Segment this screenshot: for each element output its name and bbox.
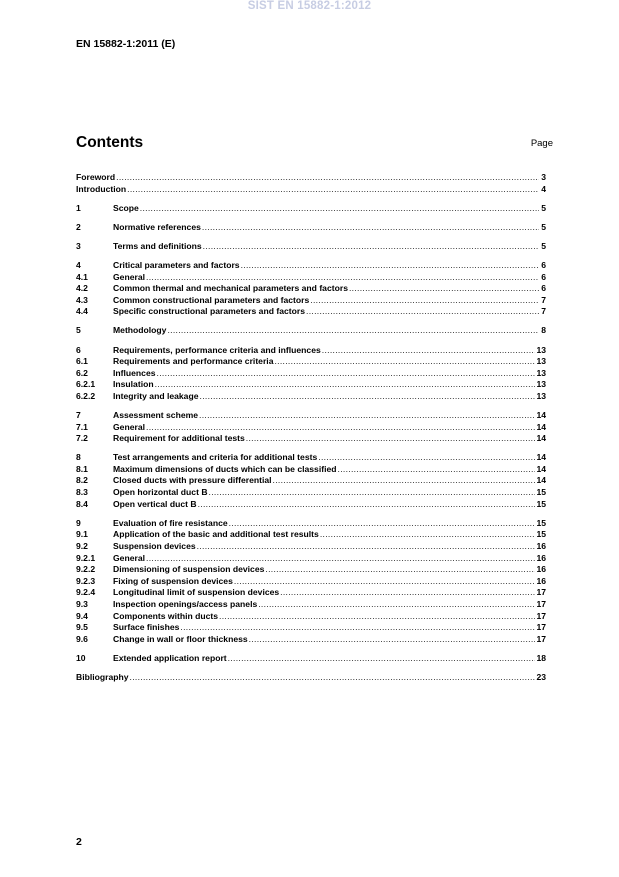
toc-dot-leader bbox=[202, 222, 539, 234]
toc-dot-leader bbox=[265, 564, 535, 576]
toc-entry-number: 4 bbox=[76, 259, 81, 270]
toc-entry-title: Integrity and leakage bbox=[113, 390, 199, 401]
toc-entry-page: 7 bbox=[541, 306, 546, 317]
toc-entry-title: Common thermal and mechanical parameters and factors bbox=[113, 283, 348, 294]
toc-dot-leader bbox=[318, 452, 535, 464]
toc-entry[interactable] bbox=[76, 564, 546, 576]
toc-dot-leader bbox=[241, 260, 539, 272]
toc-entry-page: 15 bbox=[536, 487, 546, 498]
toc-entry-page: 13 bbox=[536, 344, 546, 355]
toc-entry-number: 9.1 bbox=[76, 529, 88, 540]
toc-entry[interactable] bbox=[76, 203, 546, 215]
toc-dot-leader bbox=[197, 541, 536, 553]
toc-entry-page: 5 bbox=[541, 202, 546, 213]
toc-entry-title: Common constructional parameters and factors bbox=[113, 294, 310, 305]
toc-entry[interactable] bbox=[76, 487, 546, 499]
toc-dot-leader bbox=[200, 391, 536, 403]
toc-entry[interactable] bbox=[76, 634, 546, 646]
toc-entry-title: Terms and definitions bbox=[113, 240, 202, 251]
toc-entry[interactable] bbox=[76, 587, 546, 599]
toc-entry-number: 6 bbox=[76, 344, 81, 355]
toc-entry[interactable] bbox=[76, 653, 546, 665]
toc-entry-page: 17 bbox=[536, 598, 546, 609]
toc-entry-page: 14 bbox=[536, 475, 546, 486]
watermark: SIST EN 15882-1:2012 bbox=[247, 0, 372, 12]
toc-entry-number: 9 bbox=[76, 517, 81, 528]
toc-entry-title: Bibliography bbox=[76, 671, 129, 682]
toc-dot-leader bbox=[155, 379, 536, 391]
toc-entry-page: 15 bbox=[536, 517, 546, 528]
toc-entry-number: 6.2.2 bbox=[76, 390, 96, 401]
toc-entry-title: General bbox=[113, 271, 146, 282]
table-of-contents bbox=[76, 172, 546, 683]
toc-entry-page: 16 bbox=[536, 575, 546, 586]
toc-dot-leader bbox=[322, 345, 536, 357]
toc-dot-leader bbox=[306, 306, 539, 318]
toc-dot-leader bbox=[146, 272, 539, 284]
toc-entry[interactable] bbox=[76, 475, 546, 487]
toc-entry-number: 4.4 bbox=[76, 306, 88, 317]
toc-dot-leader bbox=[199, 410, 535, 422]
toc-dot-leader bbox=[146, 553, 535, 565]
toc-entry-page: 6 bbox=[541, 259, 546, 270]
toc-entry-page: 3 bbox=[541, 172, 546, 182]
toc-dot-leader bbox=[116, 172, 539, 184]
toc-entry-page: 18 bbox=[536, 652, 546, 663]
toc-entry[interactable] bbox=[76, 295, 546, 307]
toc-entry[interactable] bbox=[76, 672, 546, 684]
toc-entry-title: Requirements and performance criteria bbox=[113, 356, 274, 367]
toc-dot-leader bbox=[249, 634, 536, 646]
toc-entry-number: 8.1 bbox=[76, 463, 88, 474]
toc-entry-number: 9.2 bbox=[76, 540, 88, 551]
toc-entry-page: 13 bbox=[536, 379, 546, 390]
toc-entry-page: 15 bbox=[536, 498, 546, 509]
toc-entry-number: 10 bbox=[76, 652, 86, 663]
toc-entry-title: Closed ducts with pressure differential bbox=[113, 475, 272, 486]
toc-entry-title: Longitudinal limit of suspension devices bbox=[113, 587, 280, 598]
toc-dot-leader bbox=[234, 576, 536, 588]
toc-dot-leader bbox=[258, 599, 535, 611]
toc-entry-number: 1 bbox=[76, 202, 81, 213]
toc-entry-number: 8.4 bbox=[76, 498, 88, 509]
toc-entry-title: Assessment scheme bbox=[113, 410, 199, 420]
toc-entry-title: Fixing of suspension devices bbox=[113, 575, 233, 586]
toc-dot-leader bbox=[140, 203, 539, 215]
toc-entry-title: Open vertical duct B bbox=[113, 498, 197, 509]
toc-dot-leader bbox=[320, 529, 536, 541]
toc-entry-page: 13 bbox=[536, 356, 546, 367]
toc-entry-number: 7.1 bbox=[76, 421, 88, 432]
toc-dot-leader bbox=[274, 356, 535, 368]
toc-entry[interactable] bbox=[76, 306, 546, 318]
toc-entry-number: 9.4 bbox=[76, 610, 88, 621]
toc-entry-page: 4 bbox=[541, 183, 546, 194]
toc-entry-number: 4.2 bbox=[76, 283, 88, 294]
toc-entry[interactable] bbox=[76, 464, 546, 476]
toc-entry[interactable] bbox=[76, 452, 546, 464]
toc-entry[interactable] bbox=[76, 283, 546, 295]
toc-entry-number: 9.2.4 bbox=[76, 587, 96, 598]
toc-entry[interactable] bbox=[76, 325, 546, 337]
toc-entry[interactable] bbox=[76, 433, 546, 445]
toc-entry-number: 4.1 bbox=[76, 271, 88, 282]
toc-entry[interactable] bbox=[76, 241, 546, 253]
toc-entry-number: 8.2 bbox=[76, 475, 88, 486]
toc-entry-page: 5 bbox=[541, 221, 546, 232]
toc-entry-page: 23 bbox=[536, 671, 546, 682]
toc-entry-number: 9.5 bbox=[76, 622, 88, 633]
toc-entry-page: 14 bbox=[536, 421, 546, 432]
toc-entry-title: Inspection openings/access panels bbox=[113, 598, 258, 609]
toc-dot-leader bbox=[127, 184, 539, 196]
document-standard-id: EN 15882-1:2011 (E) bbox=[76, 38, 176, 50]
toc-entry-page: 17 bbox=[536, 622, 546, 633]
toc-entry[interactable] bbox=[76, 518, 546, 530]
toc-entry-page: 17 bbox=[536, 610, 546, 621]
toc-entry[interactable] bbox=[76, 345, 546, 357]
toc-dot-leader bbox=[203, 241, 539, 253]
toc-entry-title: Test arrangements and criteria for additional tests bbox=[113, 452, 318, 463]
toc-entry-page: 14 bbox=[536, 452, 546, 463]
toc-entry-title: Introduction bbox=[76, 183, 127, 194]
toc-entry-title: Surface finishes bbox=[113, 622, 180, 633]
toc-entry-number: 7 bbox=[76, 410, 81, 420]
toc-entry[interactable] bbox=[76, 356, 546, 368]
toc-entry-page: 14 bbox=[536, 410, 546, 420]
toc-entry-title: Requirements, performance criteria and influences bbox=[113, 344, 321, 355]
toc-entry[interactable] bbox=[76, 422, 546, 434]
toc-entry[interactable] bbox=[76, 272, 546, 284]
toc-entry-page: 15 bbox=[536, 529, 546, 540]
toc-entry[interactable] bbox=[76, 553, 546, 565]
toc-entry[interactable] bbox=[76, 410, 546, 422]
toc-entry-number: 4.3 bbox=[76, 294, 88, 305]
toc-entry-title: Suspension devices bbox=[113, 540, 196, 551]
toc-entry[interactable] bbox=[76, 172, 546, 184]
toc-entry-page: 14 bbox=[536, 433, 546, 444]
toc-dot-leader bbox=[273, 475, 536, 487]
toc-dot-leader bbox=[146, 422, 535, 434]
toc-dot-leader bbox=[130, 672, 536, 684]
toc-entry-title: Maximum dimensions of ducts which can be classified bbox=[113, 463, 337, 474]
toc-entry-number: 9.6 bbox=[76, 633, 88, 644]
toc-entry-title: Evaluation of fire resistance bbox=[113, 517, 228, 528]
toc-entry[interactable] bbox=[76, 379, 546, 391]
toc-entry[interactable] bbox=[76, 611, 546, 623]
toc-entry-title: Critical parameters and factors bbox=[113, 259, 240, 270]
toc-dot-leader bbox=[280, 587, 535, 599]
toc-entry-title: Requirement for additional tests bbox=[113, 433, 245, 444]
toc-entry-title: General bbox=[113, 421, 146, 432]
toc-entry-title: Scope bbox=[113, 202, 139, 213]
toc-entry-number: 9.2.1 bbox=[76, 552, 96, 563]
toc-entry-title: Components within ducts bbox=[113, 610, 219, 621]
toc-entry-title: Foreword bbox=[76, 172, 116, 182]
page-column-label: Page bbox=[530, 138, 553, 149]
toc-entry-number: 2 bbox=[76, 221, 81, 232]
toc-entry-page: 16 bbox=[536, 540, 546, 551]
toc-entry[interactable] bbox=[76, 184, 546, 196]
toc-entry-page: 7 bbox=[541, 294, 546, 305]
toc-entry-title: Open horizontal duct B bbox=[113, 487, 208, 498]
toc-entry[interactable] bbox=[76, 391, 546, 403]
toc-entry-title: Specific constructional parameters and factors bbox=[113, 306, 305, 317]
toc-dot-leader bbox=[228, 653, 536, 665]
toc-entry-number: 6.1 bbox=[76, 356, 88, 367]
toc-entry[interactable] bbox=[76, 576, 546, 588]
toc-dot-leader bbox=[209, 487, 536, 499]
toc-entry[interactable] bbox=[76, 541, 546, 553]
toc-entry-number: 7.2 bbox=[76, 433, 88, 444]
toc-dot-leader bbox=[219, 611, 535, 623]
toc-entry-number: 8.3 bbox=[76, 487, 88, 498]
toc-entry-title: Insulation bbox=[113, 379, 154, 390]
toc-entry-page: 13 bbox=[536, 390, 546, 401]
toc-dot-leader bbox=[229, 518, 536, 530]
toc-entry-page: 13 bbox=[536, 367, 546, 378]
toc-entry-title: Extended application report bbox=[113, 652, 227, 663]
toc-entry[interactable] bbox=[76, 368, 546, 380]
toc-entry-number: 5 bbox=[76, 325, 81, 336]
toc-entry-number: 9.2.2 bbox=[76, 564, 96, 575]
toc-entry-title: Influences bbox=[113, 367, 156, 378]
toc-entry-page: 17 bbox=[536, 633, 546, 644]
toc-entry-page: 16 bbox=[536, 552, 546, 563]
toc-dot-leader bbox=[310, 295, 539, 307]
toc-entry-page: 16 bbox=[536, 564, 546, 575]
toc-dot-leader bbox=[157, 368, 536, 380]
toc-entry[interactable] bbox=[76, 222, 546, 234]
toc-entry-page: 14 bbox=[536, 463, 546, 474]
toc-entry-number: 8 bbox=[76, 452, 81, 463]
toc-entry-page: 5 bbox=[541, 240, 546, 251]
toc-entry-title: General bbox=[113, 552, 146, 563]
toc-entry[interactable] bbox=[76, 529, 546, 541]
toc-entry-number: 3 bbox=[76, 240, 81, 251]
toc-entry[interactable] bbox=[76, 499, 546, 511]
toc-entry-number: 9.2.3 bbox=[76, 575, 96, 586]
toc-entry-page: 8 bbox=[541, 325, 546, 336]
toc-entry[interactable] bbox=[76, 599, 546, 611]
toc-dot-leader bbox=[180, 622, 535, 634]
toc-entry-number: 6.2 bbox=[76, 367, 88, 378]
toc-dot-leader bbox=[338, 464, 536, 476]
toc-entry-page: 6 bbox=[541, 271, 546, 282]
toc-entry-number: 6.2.1 bbox=[76, 379, 96, 390]
toc-entry-title: Application of the basic and additional test results bbox=[113, 529, 319, 540]
toc-entry-page: 17 bbox=[536, 587, 546, 598]
toc-entry[interactable] bbox=[76, 260, 546, 272]
toc-dot-leader bbox=[167, 325, 539, 337]
toc-entry-number: 9.3 bbox=[76, 598, 88, 609]
toc-entry-title: Change in wall or floor thickness bbox=[113, 633, 248, 644]
toc-dot-leader bbox=[349, 283, 539, 295]
toc-dot-leader bbox=[198, 499, 536, 511]
page-number: 2 bbox=[76, 836, 82, 848]
toc-dot-leader bbox=[246, 433, 536, 445]
contents-heading: Contents bbox=[76, 134, 144, 151]
toc-entry-title: Methodology bbox=[113, 325, 167, 336]
toc-entry-title: Dimensioning of suspension devices bbox=[113, 564, 265, 575]
toc-entry-title: Normative references bbox=[113, 221, 201, 232]
toc-entry-page: 6 bbox=[541, 283, 546, 294]
toc-entry[interactable] bbox=[76, 622, 546, 634]
